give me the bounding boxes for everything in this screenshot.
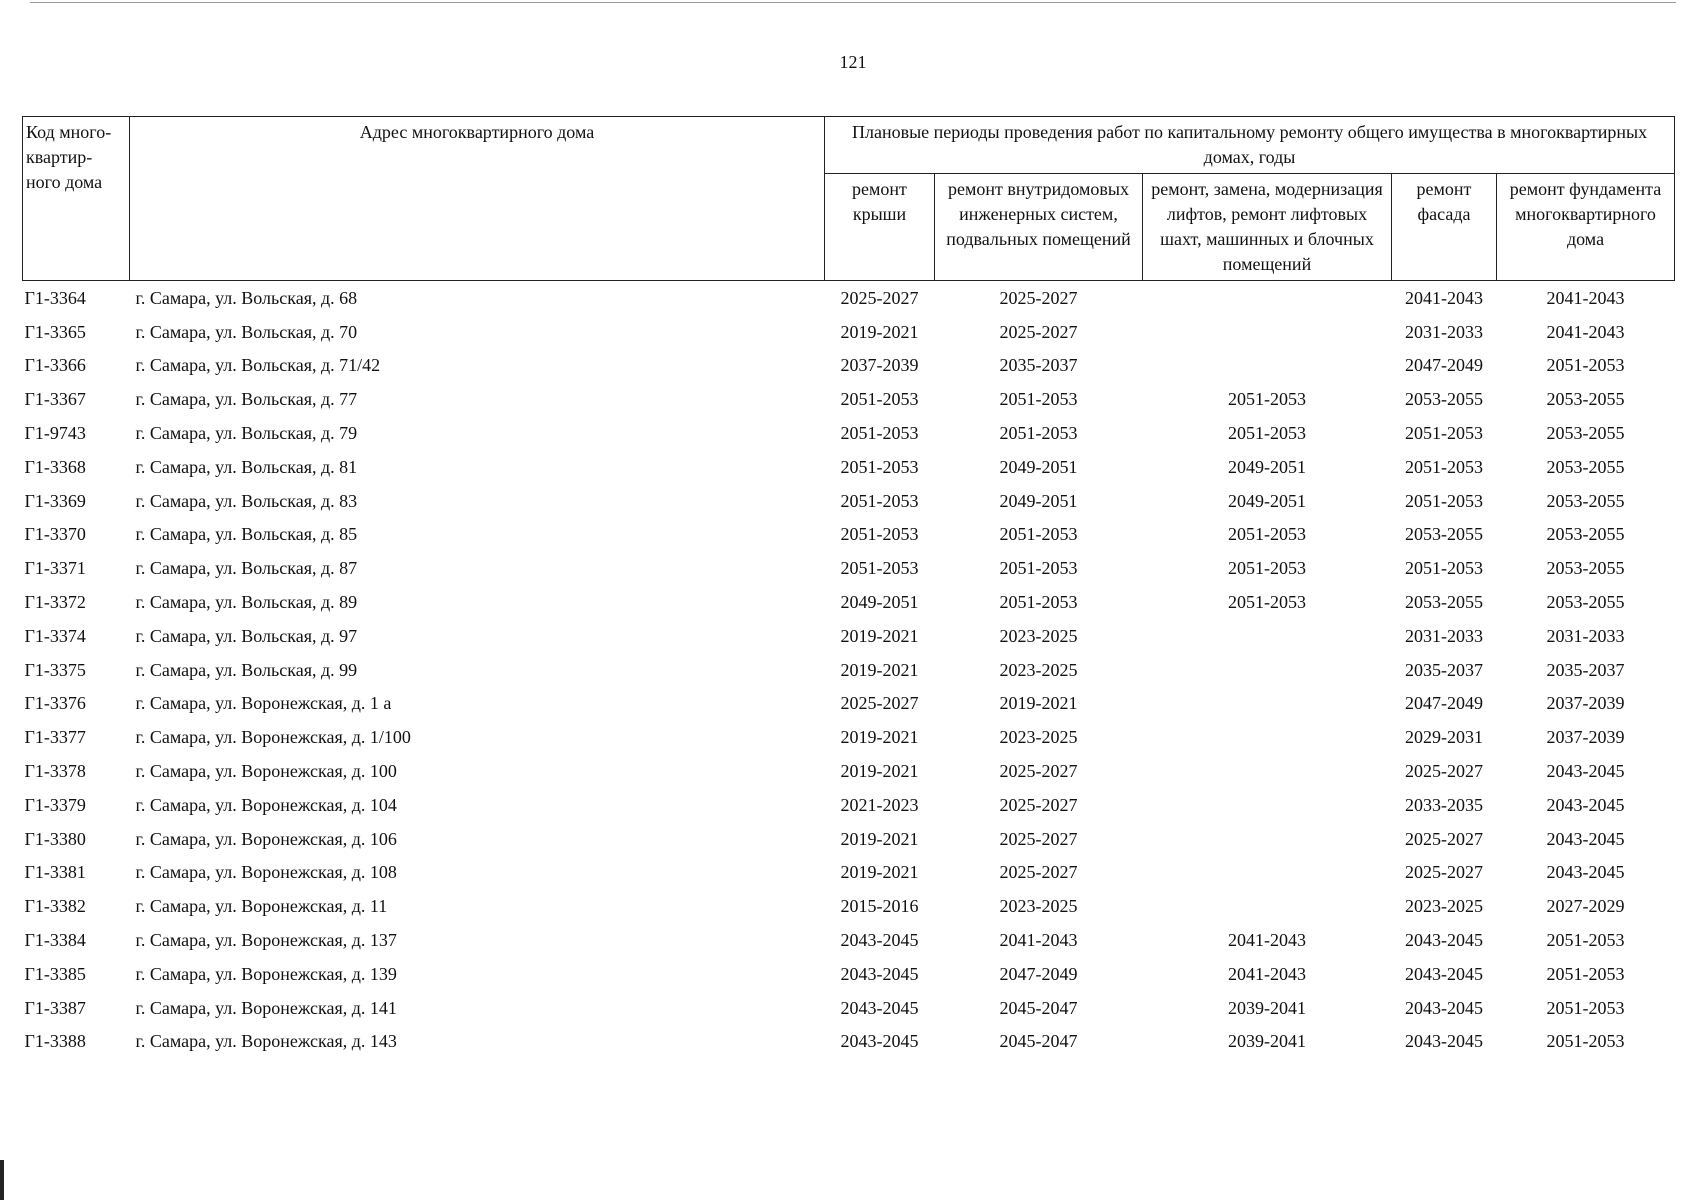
cell-foundation: 2053-2055 [1546,524,1625,545]
cell-lifts: 2049-2051 [1228,456,1306,477]
cell-lifts: 2039-2041 [1228,1031,1306,1052]
cell-roof: 2019-2021 [840,625,919,646]
cell-address: г. Самара, ул. Воронежская, д. 143 [135,1031,397,1052]
table-row [23,754,1675,788]
cell-address: г. Самара, ул. Воронежская, д. 11 [135,896,388,917]
cell-lifts [1143,349,1392,383]
cell-roof: 2051-2053 [840,524,919,545]
cell-roof: 2037-2039 [840,355,919,376]
table-row [23,991,1675,1025]
cell-address: г. Самара, ул. Воронежская, д. 104 [135,794,397,815]
table-row [23,1025,1675,1059]
cell-systems: 2051-2053 [999,558,1078,579]
cell-lifts [1143,822,1392,856]
header-periods-group: Плановые периоды проведения работ по капитальному ремонту общего имущества в многоквартирных домах, годы [825,117,1675,174]
table-header [23,117,1675,281]
cell-address: г. Самара, ул. Вольская, д. 83 [135,490,358,511]
cell-lifts: 2049-2051 [1228,490,1306,511]
cell-roof: 2015-2016 [840,896,919,917]
table-row [23,720,1675,754]
cell-facade: 2025-2027 [1405,828,1483,849]
cell-foundation: 2053-2055 [1546,423,1625,444]
cell-foundation: 2051-2053 [1546,997,1625,1018]
cell-code: Г1-3377 [24,727,86,748]
cell-facade: 2023-2025 [1405,896,1483,917]
cell-lifts [1143,720,1392,754]
cell-address: г. Самара, ул. Воронежская, д. 1/100 [135,727,411,748]
cell-systems: 2051-2053 [999,423,1078,444]
cell-code: Г1-3378 [24,761,86,782]
cell-address: г. Самара, ул. Воронежская, д. 139 [135,963,397,984]
cell-roof: 2019-2021 [840,659,919,680]
table-row [23,315,1675,349]
cell-foundation: 2053-2055 [1546,592,1625,613]
cell-lifts [1143,653,1392,687]
cell-foundation: 2041-2043 [1546,287,1625,308]
cell-roof: 2051-2053 [840,389,919,410]
cell-foundation: 2053-2055 [1546,558,1625,579]
table-row [23,923,1675,957]
cell-roof: 2051-2053 [840,558,919,579]
cell-facade: 2031-2033 [1405,625,1483,646]
cell-address: г. Самара, ул. Воронежская, д. 1 а [135,693,392,714]
cell-address: г. Самара, ул. Воронежская, д. 100 [135,761,397,782]
cell-code: Г1-3384 [24,930,86,951]
table-row [23,585,1675,619]
header-systems: ремонт внутридомовых инженерных систем, подвальных помещений [935,174,1143,281]
capital-repair-schedule-table [22,116,1675,1058]
cell-foundation: 2043-2045 [1546,761,1625,782]
cell-roof: 2043-2045 [840,963,919,984]
cell-systems: 2041-2043 [999,930,1078,951]
cell-lifts: 2041-2043 [1228,930,1306,951]
cell-systems: 2051-2053 [999,524,1078,545]
cell-address: г. Самара, ул. Вольская, д. 99 [135,659,358,680]
cell-lifts [1143,754,1392,788]
cell-foundation: 2051-2053 [1546,1031,1625,1052]
cell-facade: 2029-2031 [1405,727,1483,748]
cell-lifts: 2051-2053 [1228,524,1306,545]
cell-systems: 2049-2051 [999,490,1078,511]
cell-code: Г1-3375 [24,659,86,680]
table-row [23,788,1675,822]
cell-facade: 2047-2049 [1405,355,1483,376]
cell-facade: 2051-2053 [1405,558,1483,579]
cell-code: Г1-3385 [24,963,86,984]
header-code: Код много-квартир-ного дома [23,117,130,281]
cell-systems: 2025-2027 [999,761,1078,782]
cell-lifts [1143,281,1392,315]
cell-foundation: 2043-2045 [1546,828,1625,849]
cell-lifts: 2051-2053 [1228,389,1306,410]
cell-code: Г1-3374 [24,625,86,646]
cell-foundation: 2043-2045 [1546,794,1625,815]
cell-systems: 2051-2053 [999,389,1078,410]
cell-code: Г1-3368 [24,456,86,477]
cell-code: Г1-3387 [24,997,86,1018]
cell-roof: 2043-2045 [840,1031,919,1052]
cell-address: г. Самара, ул. Вольская, д. 71/42 [135,355,381,376]
cell-facade: 2051-2053 [1405,490,1483,511]
cell-systems: 2025-2027 [999,794,1078,815]
cell-code: Г1-3371 [24,558,86,579]
cell-address: г. Самара, ул. Вольская, д. 87 [135,558,358,579]
cell-address: г. Самара, ул. Вольская, д. 97 [135,625,358,646]
cell-roof: 2019-2021 [840,828,919,849]
table-row [23,484,1675,518]
cell-address: г. Самара, ул. Вольская, д. 70 [135,321,358,342]
cell-address: г. Самара, ул. Вольская, д. 68 [135,287,358,308]
cell-lifts: 2051-2053 [1228,592,1306,613]
cell-foundation: 2041-2043 [1546,321,1625,342]
cell-roof: 2019-2021 [840,321,919,342]
table-row [23,619,1675,653]
cell-systems: 2023-2025 [999,727,1078,748]
cell-address: г. Самара, ул. Вольская, д. 79 [135,423,358,444]
cell-facade: 2043-2045 [1405,1031,1483,1052]
cell-foundation: 2051-2053 [1546,930,1625,951]
cell-code: Г1-3369 [24,490,86,511]
cell-facade: 2025-2027 [1405,761,1483,782]
cell-code: Г1-3380 [24,828,86,849]
cell-foundation: 2035-2037 [1546,659,1625,680]
cell-lifts [1143,889,1392,923]
cell-lifts: 2041-2043 [1228,963,1306,984]
cell-roof: 2051-2053 [840,456,919,477]
cell-facade: 2043-2045 [1405,930,1483,951]
cell-code: Г1-3379 [24,794,86,815]
cell-lifts [1143,856,1392,890]
cell-address: г. Самара, ул. Вольская, д. 77 [135,389,358,410]
cell-facade: 2053-2055 [1405,524,1483,545]
cell-systems: 2025-2027 [999,321,1078,342]
cell-facade: 2053-2055 [1405,389,1483,410]
cell-foundation: 2053-2055 [1546,389,1625,410]
cell-lifts: 2051-2053 [1228,558,1306,579]
cell-systems: 2035-2037 [999,355,1078,376]
cell-systems: 2049-2051 [999,456,1078,477]
cell-systems: 2023-2025 [999,625,1078,646]
cell-code: Г1-3382 [24,896,86,917]
cell-foundation: 2053-2055 [1546,456,1625,477]
cell-code: Г1-3364 [24,287,86,308]
cell-code: Г1-3388 [24,1031,86,1052]
cell-code: Г1-3370 [24,524,86,545]
cell-lifts [1143,687,1392,721]
cell-facade: 2051-2053 [1405,423,1483,444]
cell-lifts: 2039-2041 [1228,997,1306,1018]
table-row [23,957,1675,991]
cell-systems: 2025-2027 [999,828,1078,849]
cell-foundation: 2037-2039 [1546,693,1625,714]
cell-roof: 2051-2053 [840,423,919,444]
cell-facade: 2025-2027 [1405,862,1483,883]
cell-facade: 2035-2037 [1405,659,1483,680]
cell-facade: 2043-2045 [1405,963,1483,984]
table-row [23,889,1675,923]
table-row [23,687,1675,721]
cell-facade: 2031-2033 [1405,321,1483,342]
cell-roof: 2021-2023 [840,794,919,815]
table-row [23,856,1675,890]
table-row [23,551,1675,585]
top-rule [30,2,1676,3]
cell-facade: 2041-2043 [1405,287,1483,308]
cell-address: г. Самара, ул. Воронежская, д. 106 [135,828,397,849]
scan-edge-mark [0,1160,4,1200]
table-row [23,281,1675,315]
cell-roof: 2043-2045 [840,997,919,1018]
cell-code: Г1-9743 [24,423,86,444]
cell-foundation: 2053-2055 [1546,490,1625,511]
table-row [23,450,1675,484]
cell-code: Г1-3381 [24,862,86,883]
table-row [23,518,1675,552]
cell-roof: 2025-2027 [840,693,919,714]
cell-systems: 2023-2025 [999,659,1078,680]
table-row [23,653,1675,687]
cell-foundation: 2037-2039 [1546,727,1625,748]
cell-facade: 2047-2049 [1405,693,1483,714]
cell-systems: 2047-2049 [999,963,1078,984]
table-body [23,281,1675,1059]
cell-code: Г1-3367 [24,389,86,410]
cell-foundation: 2031-2033 [1546,625,1625,646]
cell-code: Г1-3376 [24,693,86,714]
cell-code: Г1-3366 [24,355,86,376]
cell-roof: 2019-2021 [840,761,919,782]
cell-facade: 2051-2053 [1405,456,1483,477]
table-row [23,382,1675,416]
cell-lifts [1143,315,1392,349]
cell-address: г. Самара, ул. Вольская, д. 81 [135,456,358,477]
cell-systems: 2025-2027 [999,862,1078,883]
header-lifts: ремонт, замена, модернизация лифтов, ремонт лифтовых шахт, машинных и блочных помещений [1143,174,1392,281]
cell-roof: 2049-2051 [840,592,919,613]
page-number: 121 [839,52,867,72]
cell-code: Г1-3372 [24,592,86,613]
cell-roof: 2051-2053 [840,490,919,511]
header-roof: ремонт крыши [825,174,935,281]
cell-foundation: 2043-2045 [1546,862,1625,883]
table-row [23,416,1675,450]
cell-lifts: 2051-2053 [1228,423,1306,444]
table-row [23,822,1675,856]
cell-systems: 2051-2053 [999,592,1078,613]
cell-facade: 2053-2055 [1405,592,1483,613]
cell-roof: 2019-2021 [840,862,919,883]
cell-lifts [1143,619,1392,653]
header-foundation: ремонт фундамента многоквартирного дома [1497,174,1675,281]
header-facade: ремонт фасада [1392,174,1497,281]
cell-address: г. Самара, ул. Воронежская, д. 108 [135,862,397,883]
cell-facade: 2033-2035 [1405,794,1483,815]
cell-address: г. Самара, ул. Вольская, д. 85 [135,524,358,545]
cell-roof: 2025-2027 [840,287,919,308]
table-row [23,349,1675,383]
cell-lifts [1143,788,1392,822]
cell-roof: 2043-2045 [840,930,919,951]
cell-address: г. Самара, ул. Вольская, д. 89 [135,592,358,613]
cell-roof: 2019-2021 [840,727,919,748]
cell-systems: 2045-2047 [999,997,1078,1018]
cell-systems: 2023-2025 [999,896,1078,917]
cell-foundation: 2051-2053 [1546,963,1625,984]
cell-code: Г1-3365 [24,321,86,342]
cell-address: г. Самара, ул. Воронежская, д. 141 [135,997,397,1018]
cell-facade: 2043-2045 [1405,997,1483,1018]
cell-systems: 2019-2021 [999,693,1078,714]
cell-foundation: 2051-2053 [1546,355,1625,376]
cell-address: г. Самара, ул. Воронежская, д. 137 [135,930,397,951]
header-address: Адрес многоквартирного дома [130,117,825,281]
cell-systems: 2045-2047 [999,1031,1078,1052]
cell-systems: 2025-2027 [999,287,1078,308]
cell-foundation: 2027-2029 [1546,896,1625,917]
